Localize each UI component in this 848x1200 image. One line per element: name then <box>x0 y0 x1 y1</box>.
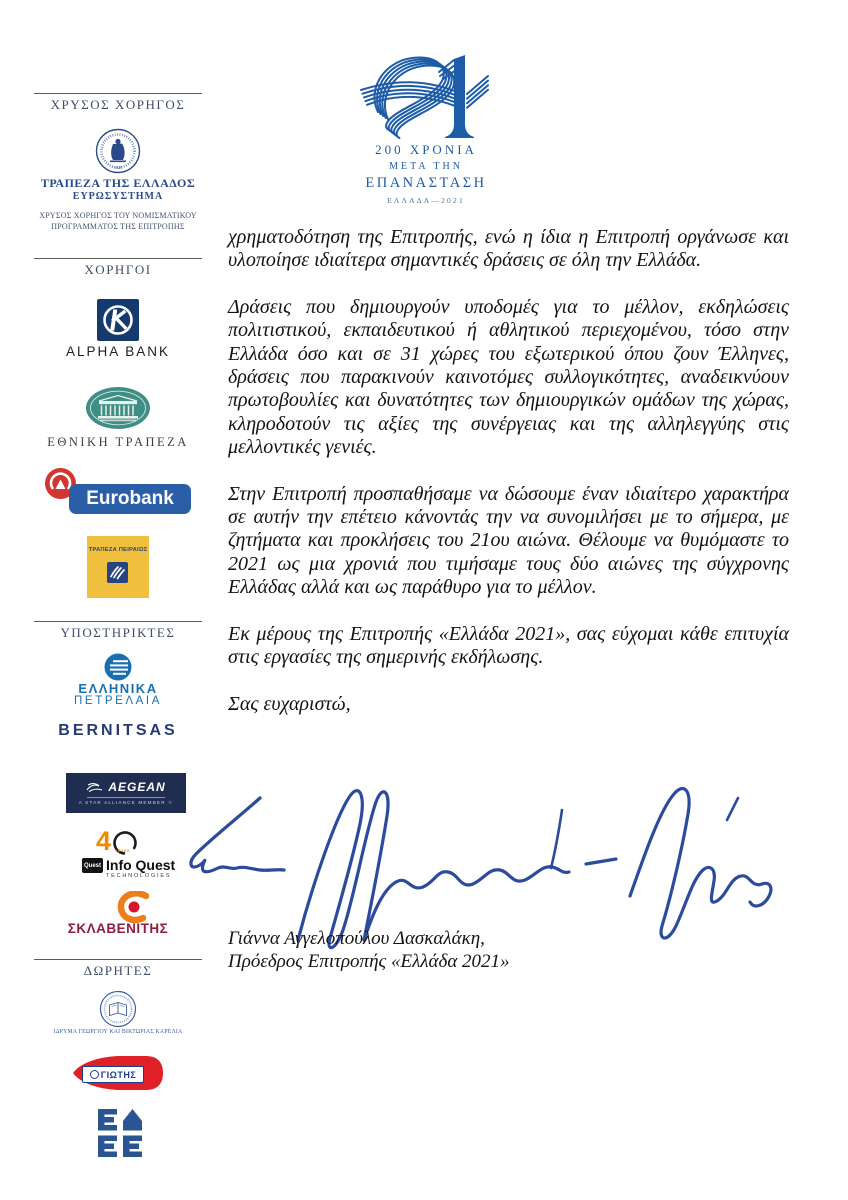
brand-line-after: ΜΕΤΑ ΤΗΝ <box>389 161 463 172</box>
gold-sponsor-heading: ΧΡΥΣΟΣ ΧΟΡΗΓΟΣ <box>50 97 186 112</box>
donors-heading: ΔΩΡΗΤΕΣ <box>83 963 153 978</box>
quest-40-numeral: 4 <box>96 826 112 856</box>
giotis-wordmark: ΓΙΩΤΗΣ <box>82 1066 144 1083</box>
hellenic-petroleum-label-2: ΠΕΤΡΕΛΑΙΑ <box>74 695 162 707</box>
supporters-heading: ΥΠΟΣΤΗΡΙΚΤΕΣ <box>60 625 176 640</box>
quest-box-label: Quest <box>82 858 103 873</box>
national-bank-of-greece-logo <box>85 386 151 432</box>
svg-text:1928: 1928 <box>114 166 122 170</box>
eee-geometric-logo <box>98 1109 142 1157</box>
letter-thanks-line: Σας ευχαριστώ, <box>228 692 351 715</box>
alpha-bank-logo <box>97 299 139 341</box>
hellenic-petroleum-label-1: ΕΛΛΗΝΙΚΑ <box>78 681 158 696</box>
aegean-wordmark: AEGEAN <box>108 780 166 794</box>
giotis-emblem-icon <box>90 1070 99 1079</box>
bank-of-greece-name: ΤΡΑΠΕΖΑ ΤΗΣ ΕΛΛΑΔΟΣ <box>40 176 196 190</box>
eurobank-wordmark: Eurobank <box>69 484 191 514</box>
technologies-label: TECHNOLOGIES <box>106 873 172 879</box>
aegean-divider <box>87 797 165 798</box>
sponsors-heading: ΧΟΡΗΓΟΙ <box>84 262 152 277</box>
brand-text-block <box>348 142 504 205</box>
greece-2021-logo <box>355 50 490 150</box>
alpha-bank-emblem-icon <box>97 299 139 341</box>
divider <box>34 959 202 960</box>
letter-paragraph: Στην Επιτροπή προσπαθήσαμε να δώσουμε έναν ιδιαίτερο χαρακτήρα σε αυτήν την επέτειο κάνοντάς την να συνομιλήσει με το σήμερα, με ζητήματα και προκλήσεις του 21ου αιώνα. Θέλουμε να θυμόμαστε το 2021 ως μια χρονιά που τιμήσαμε τους δύο αιώνες της σύγχρονης Ελλάδας αλλά και ως παράθυρο για το μέλλον. <box>228 482 789 599</box>
star-alliance-label: A STAR ALLIANCE MEMBER ✩ <box>78 800 174 805</box>
bernitsas-logo: BERNITSAS <box>58 722 178 739</box>
aegean-seagull-icon <box>86 782 104 793</box>
divider <box>34 621 202 622</box>
sklavenitis-label: ΣΚΛΑΒΕΝΙΤΗΣ <box>67 921 169 936</box>
aegean-logo <box>66 773 186 813</box>
divider <box>34 258 202 259</box>
piraeus-bank-logo <box>87 536 149 598</box>
quest-40-years-logo <box>94 826 146 858</box>
eurobank-logo <box>45 468 191 515</box>
bank-of-greece-seal-logo <box>95 128 141 176</box>
eurosystem-label: ΕΥΡΩΣΥΣΤΗΜΑ <box>72 191 164 202</box>
gold-sponsor-caption: ΧΡΥΣΟΣ ΧΟΡΗΓΟΣ ΤΟΥ ΝΟΜΙΣΜΑΤΙΚΟΥ ΠΡΟΓΡΑΜΜΑΤΟΣ ΤΗΣ ΕΠΙΤΡΟΠΗΣ <box>39 211 197 231</box>
karelia-foundation-label: ΙΔΡΥΜΑ ΓΕΩΡΓΙΟΥ ΚΑΙ ΒΙΚΤΩΡΙΑΣ ΚΑΡΕΛΙΑ <box>53 1029 183 1035</box>
info-quest-wordmark: Info Quest <box>106 857 176 873</box>
brand-line-revolution: ΕΠΑΝΑΣΤΑΣΗ <box>365 175 487 191</box>
karelia-foundation-seal-logo <box>99 990 137 1028</box>
letter-closing-block <box>228 928 510 973</box>
giotis-logo <box>70 1053 166 1093</box>
signer-name: Γιάννα Αγγελοπούλου Δασκαλάκη, <box>228 928 485 949</box>
letter-paragraph: Εκ μέρους της Επιτροπής «Ελλάδα 2021», σας εύχομαι κάθε επιτυχία στις εργασίες της σημερινής εκδήλωσης. <box>228 622 789 669</box>
info-quest-logo <box>82 858 175 879</box>
sklavenitis-emblem-icon <box>116 891 152 924</box>
national-bank-label: ΕΘΝΙΚΗ ΤΡΑΠΕΖΑ <box>47 435 189 449</box>
divider <box>34 93 202 94</box>
brand-line-200-years: 200 ΧΡΟΝΙΑ <box>375 142 477 157</box>
letter-paragraph: Δράσεις που δημιουργούν υποδομές για το μέλλον, εκδηλώσεις πολιτιστικού, εκπαιδευτικού ή αθλητικού περιεχομένου, τόσο στην Ελλάδα όσο και σε 31 χώρες του εξωτερικού όπου ζουν Έλληνες, δράσεις που παρακινούν καινοτόμες συλλογικότητες, αναδεικνύουν πρωτοβουλίες και δυνατότητες των δημιουργικών ομάδων της χώρας, κληροδοτούν τις αξίες της συνέργειας και της αλληλεγγύης στις μελλοντικές γενιές. <box>228 295 789 459</box>
letter-paragraph: χρηματοδότηση της Επιτροπής, ενώ η ίδια η Επιτροπή οργάνωσε και υλοποίησε ιδιαίτερα σημαντικές δράσεις σε όλη την Ελλάδα. <box>228 226 789 272</box>
piraeus-bank-label: ΤΡΑΠΕΖΑ ΠΕΙΡΑΙΩΣ <box>88 547 148 553</box>
signer-title: Πρόεδρος Επιτροπής «Ελλάδα 2021» <box>228 950 510 972</box>
quest-years-label: YEARS <box>115 849 130 853</box>
sponsor-sidebar <box>32 0 204 1200</box>
alpha-bank-label: ALPHA BANK <box>65 344 171 359</box>
piraeus-waves-icon <box>107 562 128 583</box>
brand-line-greece-2021: ΕΛΛΑΔΑ—2021 <box>387 196 465 205</box>
hellenic-petroleum-emblem-icon <box>104 653 132 681</box>
letter-body <box>228 226 789 739</box>
